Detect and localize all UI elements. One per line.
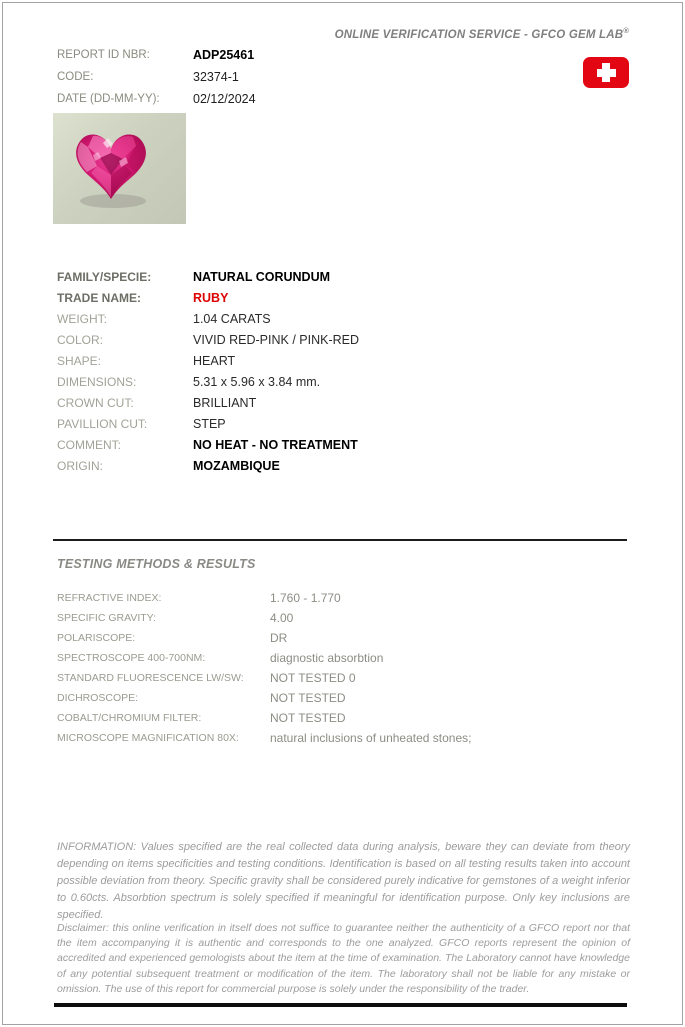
origin-label: ORIGIN: xyxy=(57,458,104,473)
microscope-label: MICROSCOPE MAGNIFICATION 80X: xyxy=(57,732,239,744)
weight-label: WEIGHT: xyxy=(57,311,107,326)
trade-name-row xyxy=(57,287,359,308)
polariscope-row xyxy=(57,628,471,648)
family-row xyxy=(57,266,359,287)
service-title xyxy=(335,26,629,41)
specific-gravity-label: SPECIFIC GRAVITY: xyxy=(57,612,156,624)
date-value: 02/12/2024 xyxy=(193,92,256,106)
pavillion-cut-value: STEP xyxy=(193,416,226,431)
cobalt-filter-label: COBALT/CHROMIUM FILTER: xyxy=(57,712,202,724)
refractive-index-row xyxy=(57,588,471,608)
report-info-block xyxy=(57,44,256,110)
testing-section xyxy=(57,588,471,748)
dimensions-label: DIMENSIONS: xyxy=(57,374,137,389)
microscope-row xyxy=(57,728,471,748)
code-row xyxy=(57,66,256,88)
fluorescence-row xyxy=(57,668,471,688)
footer-rule xyxy=(54,1003,627,1007)
color-label: COLOR: xyxy=(57,332,104,347)
comment-label: COMMENT: xyxy=(57,437,121,452)
pavillion-cut-row xyxy=(57,413,359,434)
trade-name-label: TRADE NAME: xyxy=(57,290,141,305)
weight-row xyxy=(57,308,359,329)
color-value: VIVID RED-PINK / PINK-RED xyxy=(193,332,359,347)
heart-ruby-image xyxy=(53,113,186,224)
refractive-index-value: 1.760 - 1.770 xyxy=(270,591,341,605)
dimensions-row xyxy=(57,371,359,392)
specific-gravity-value: 4.00 xyxy=(270,611,294,625)
origin-row xyxy=(57,455,359,476)
origin-value: MOZAMBIQUE xyxy=(193,458,280,473)
polariscope-value: DR xyxy=(270,631,288,645)
service-title-text: ONLINE VERIFICATION SERVICE - GFCO GEM LAB xyxy=(334,28,624,41)
spectroscope-value: diagnostic absorbtion xyxy=(270,651,384,665)
family-label: FAMILY/SPECIE: xyxy=(57,269,152,284)
code-label: CODE: xyxy=(57,71,94,83)
comment-row xyxy=(57,434,359,455)
information-paragraph: INFORMATION: Values specified are the real collected data during analysis, beware they can deviate from theory depending on items specificities and testing conditions. Identification is based on all testing results taken into account possible deviation from theory. Specific gravity shall be considered purely indicative for gemstones of a weight inferior to 0.60cts. Absorbtion spectrum is solely specified if meaningful for identification purpose. Only key inclusions are specified. xyxy=(57,841,630,921)
pavillion-cut-label: PAVILLION CUT: xyxy=(57,416,148,431)
fluorescence-value: NOT TESTED 0 xyxy=(270,671,356,685)
report-id-value: ADP25461 xyxy=(193,48,255,62)
family-value: NATURAL CORUNDUM xyxy=(193,269,331,284)
cobalt-filter-row xyxy=(57,708,471,728)
comment-value: NO HEAT - NO TREATMENT xyxy=(193,437,358,452)
gem-photo xyxy=(53,113,186,224)
testing-section-heading: TESTING METHODS & RESULTS xyxy=(57,557,256,571)
date-row xyxy=(57,88,256,110)
crown-cut-label: CROWN CUT: xyxy=(57,395,134,410)
shape-row xyxy=(57,350,359,371)
color-row xyxy=(57,329,359,350)
section-divider-line xyxy=(53,539,627,541)
code-value: 32374-1 xyxy=(193,70,239,84)
registered-trademark: ® xyxy=(623,26,629,35)
specific-gravity-row xyxy=(57,608,471,628)
microscope-value: natural inclusions of unheated stones; xyxy=(270,731,472,745)
report-id-label: REPORT ID NBR: xyxy=(57,49,150,61)
shape-label: SHAPE: xyxy=(57,353,102,368)
polariscope-label: POLARISCOPE: xyxy=(57,632,136,644)
weight-value: 1.04 CARATS xyxy=(193,311,271,326)
swiss-flag-icon xyxy=(583,57,629,88)
spectroscope-row xyxy=(57,648,471,668)
shape-value: HEART xyxy=(193,353,236,368)
date-label: DATE (DD-MM-YY): xyxy=(57,93,160,105)
trade-name-value: RUBY xyxy=(193,290,229,305)
dimensions-value: 5.31 x 5.96 x 3.84 mm. xyxy=(193,374,321,389)
swiss-cross-horizontal xyxy=(597,69,616,77)
dichroscope-row xyxy=(57,688,471,708)
report-id-row xyxy=(57,44,256,66)
crown-cut-row xyxy=(57,392,359,413)
spectroscope-label: SPECTROSCOPE 400-700NM: xyxy=(57,652,206,664)
fluorescence-label: STANDARD FLUORESCENCE LW/SW: xyxy=(57,672,244,684)
dichroscope-value: NOT TESTED xyxy=(270,691,346,705)
crown-cut-value: BRILLIANT xyxy=(193,395,257,410)
identification-section xyxy=(57,266,359,476)
refractive-index-label: REFRACTIVE INDEX: xyxy=(57,592,162,604)
cobalt-filter-value: NOT TESTED xyxy=(270,711,346,725)
disclaimer-paragraph: Disclaimer: this online verification in itself does not suffice to guarantee neither the authenticity of a GFCO report nor that the item accompanying it is authentic and corresponds to the one analyzed. GFCO reports represent the opinion of accredited and experienced gemologists about the item at the time of examination. The Laboratory cannot have knowledge of any potential subsequent treatment or modification of the item. The laboratory shall not be liable for any mistake or omission. The use of this report for commercial purpose is solely under the responsibility of the trader. xyxy=(57,922,630,995)
dichroscope-label: DICHROSCOPE: xyxy=(57,692,139,704)
